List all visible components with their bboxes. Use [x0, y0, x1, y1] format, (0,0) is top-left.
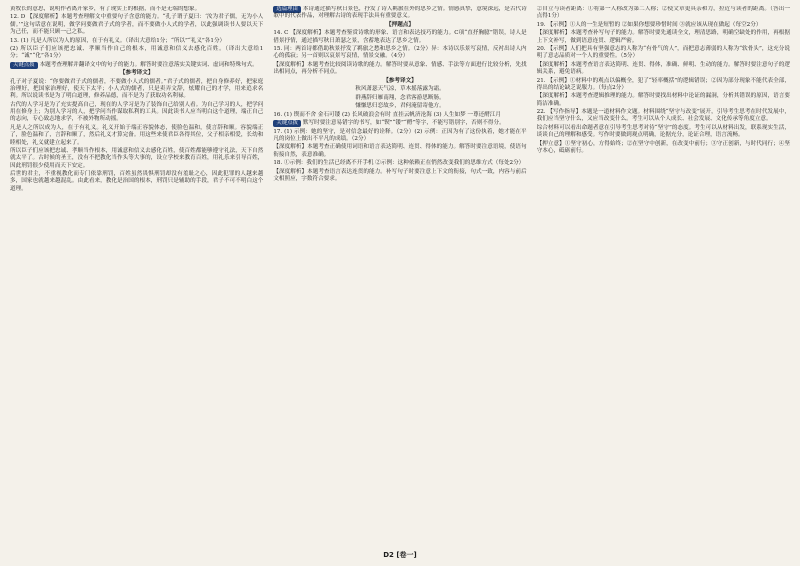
answer-paragraph: 21. 【示例】①材料中的观点以偏概全，犯了“轻率概括”的逻辑错误；②因为部分现象不能代表全部，得出的结论缺乏说服力。（每点2分）: [536, 77, 790, 91]
answer-paragraph: 12. D 【深度解析】本题考查理解文中重要句子含意的能力。“孔子谓子夏曰：‘汝为君子儒，无为小人儒。’”这句话意在说明，做学问要做君子式的学者，而不要做小人式的学者，以此强调读书人要以天下为己任，而不能只顾一己之私。: [10, 14, 264, 36]
tip-badge: 选篇理由: [273, 6, 301, 13]
answer-paragraph: 【深度解析】本题考查语言表达连贯的能力。补写句子时要注意上下文的衔接，句式一致，内容与前后文相照应，字数符合要求。: [273, 168, 527, 182]
answer-paragraph: 17. (1) 示例：她的坚守，是对信念最好的诠释。（2分）(2) 示例：正因为有了这份执着，她才能在平凡的岗位上做出不平凡的成绩。（2分）: [273, 128, 527, 142]
poem-line: 慊慊思归恋故乡，君何淹留寄他方。: [355, 103, 445, 110]
answer-paragraph: 18. ①示例：我们的生活已经离不开手机 ②示例：这种依赖正在悄然改变我们的思维方式（每处2分）: [273, 160, 525, 167]
tip-paragraph: [273, 120, 526, 127]
answer-paragraph: 【深度解析】本题考查比较阅读诗歌的能力。解答时要从意象、情感、手法等方面进行比较分析，先找出相同点，再分析不同点。: [273, 61, 527, 76]
text-paragraph: 凡是人之所以成为人，在于有礼义。礼义开始于端正容貌体态，使脸色温和，使言辞和顺。容貌端正了，脸色温和了，言辞和顺了，然后礼义才算完备。用这些来使君臣各得其位，父子相亲相爱，长幼和睦相处，礼义就建立起来了。: [10, 124, 264, 146]
answer-paragraph: 【深度解析】本题考查补写句子的能力。解答时要先通读全文，理清思路，明确空缺处的作用，再根据上下文补写，做到语意连贯、逻辑严密。: [536, 30, 790, 44]
tip-badge: 关键点拨: [10, 62, 38, 69]
answer-paragraph: 20. 【示例】人们把具有坚强意志的人称为“有骨气的人”，而把意志薄弱的人称为“软骨头”，这充分说明了意志品质对一个人的重要性。（5分）: [536, 46, 790, 60]
poem-line: 群燕辞归雁南翔，念君客游思断肠。: [355, 94, 445, 101]
tip-text: 本题考查理解并翻译文中的句子的能力。解答时要注意落实关键实词、虚词和特殊句式。: [39, 61, 258, 68]
answer-paragraph: 15. 同：两首诗都借助秋景抒发了羁旅之愁和思乡之情。（2分）异：本诗以乐景写哀情，反衬出诗人内心的孤寂；另一首则以哀景写哀情，情景交融。（4分）: [273, 46, 527, 60]
page-footer: D2 [卷一]: [383, 551, 417, 559]
tip-badge: 关键点拨: [273, 120, 301, 127]
text-paragraph: 黄牧长的意思，说明作者离开家乡，有了现实上的根据，而不是无端的想象。: [10, 6, 201, 12]
section-heading: 【押题点】: [386, 21, 414, 28]
tip-paragraph: [273, 6, 526, 21]
text-paragraph: 所以臣子们应该把忠诚、孝顺当作根本，用诚意和信义去感化百姓，使百姓都能够遵守礼法，天下自然就太平了。古时候的圣王，没有不把教化当作头等大事的，设立学校来教育百姓，用礼乐来引导百姓，因此刑罚很少使用而天下安定。: [10, 148, 264, 169]
text-paragraph: 后世的君主，不重视教化而专门依靠刑罚，百姓虽然畏惧刑罚却没有羞耻之心，因此犯罪的人越来越多，国家也就越来越混乱。由此看来，教化是治国的根本，刑罚只是辅助的手段，君子不可不明白这个道理。: [10, 171, 264, 192]
tip-text: 默写时要注意易错字的书写，如“锲”“镂”“酹”等字，不能写错别字，否则不得分。: [302, 120, 505, 127]
section-heading: 【参考译文】: [383, 77, 417, 84]
text-paragraph: 【押立意】①坚守初心，方得始终；②在坚守中创新，在改变中前行；③守正创新，与时代同行；④坚守本心，砥砺前行。: [536, 140, 790, 155]
tip-paragraph: [10, 62, 263, 69]
answer-paragraph: 16. (1) 锲而不舍 金石可镂 (2) 长风破浪会有时 直挂云帆济沧海 (3) 人生如梦 一尊还酹江月: [273, 111, 501, 118]
text-paragraph: ②自立与读者距离：①将第一人称改为第二人称；②使文章更具亲和力，拉近与读者的距离。（答出一点得1分）: [536, 6, 790, 20]
column-right: [537, 6, 790, 546]
column-middle: [273, 6, 526, 546]
answer-paragraph: 【深度解析】本题考查正确使用词语和语言表达简明、连贯、得体的能力。解答时要注意语境，使语句衔接自然，表意准确。: [273, 144, 527, 158]
answer-paragraph: 【深度解析】本题考查逻辑推理的能力。解答时要找出材料中论证的漏洞，分析其错误的原因，语言要简洁准确。: [536, 93, 790, 107]
text-paragraph: 综合材料可以看出命题者意在引导考生思考对待“坚守”的态度。考生可以从材料出发，联系现实生活，谈谈自己的理解和感受。写作时要做到观点明确，论据充分，论证合理，语言流畅。: [536, 124, 790, 139]
answer-paragraph: 19. 【示例】①人的一生是短暂的 ②如果你想要珍惜时间 ③就应该从现在做起（每空2分）: [536, 21, 762, 28]
columns: [10, 6, 790, 546]
text-paragraph: (2) 所以臣子们应该把忠诚、孝顺当作自己的根本，用诚意和信义去感化百姓。（译出大意给1分；“诚”“化”各1分）: [10, 46, 264, 60]
section-heading: 【参考译文】: [119, 70, 154, 77]
answer-paragraph: 14. C 【深度解析】本题考查鉴赏诗歌的形象、语言和表达技巧的能力。C项“直抒胸臆”错误，诗人是借景抒情，通过描写秋日萧瑟之景，含蓄地表达了思乡之情。: [273, 30, 527, 44]
answer-paragraph: 【深度解析】本题考查语言表达简明、连贯、得体，准确、鲜明、生动的能力。解答时要注意句子的逻辑关系，避免语病。: [536, 61, 790, 76]
text-paragraph: 孔子对子夏说：“你要做君子式的儒者，不要做小人式的儒者。”君子式的儒者，把自身修养好，把家庭治理好，把国家治理好，使天下太平；小人式的儒者，只是卖弄文辞，炫耀自己的才学，用来追求名利。所以说读书是为了明白道理，修养品德，而不是为了获取功名利禄。: [10, 78, 264, 100]
answer-paragraph: 22. 【写作指导】本题是一道材料作文题。材料围绕“坚守与改变”展开，引导考生思考在时代发展中，我们应当坚守什么，又应当改变什么。考生可以从个人成长、社会发展、文化传承等角度立意。: [536, 109, 790, 123]
tip-text: 本诗通过描写秋日景色，抒发了诗人羁旅在外的思乡之情。情感真挚，意境深远，是古代诗歌中的代表作品，对理解古诗的表现手法具有重要意义。: [273, 6, 527, 20]
answer-paragraph: 13. (1) 凡是人所以为人的原因，在于有礼义。（译出大意给1分；“所以”“礼义”各1分）: [10, 37, 226, 44]
text-paragraph: 古代的人学习是为了充实提高自己，现在的人学习是为了装饰自己给别人看。为自己学习的人，把学问用在修身上；为别人学习的人，把学问当作谋取私利的工具。因此读书人应当明白这个道理，端正自己的志向，专心致志地求学，不被外物所动摇。: [10, 101, 264, 123]
column-left: [10, 6, 263, 546]
poem-line: 秋风萧瑟天气凉，草木摇落露为霜。: [355, 86, 445, 93]
